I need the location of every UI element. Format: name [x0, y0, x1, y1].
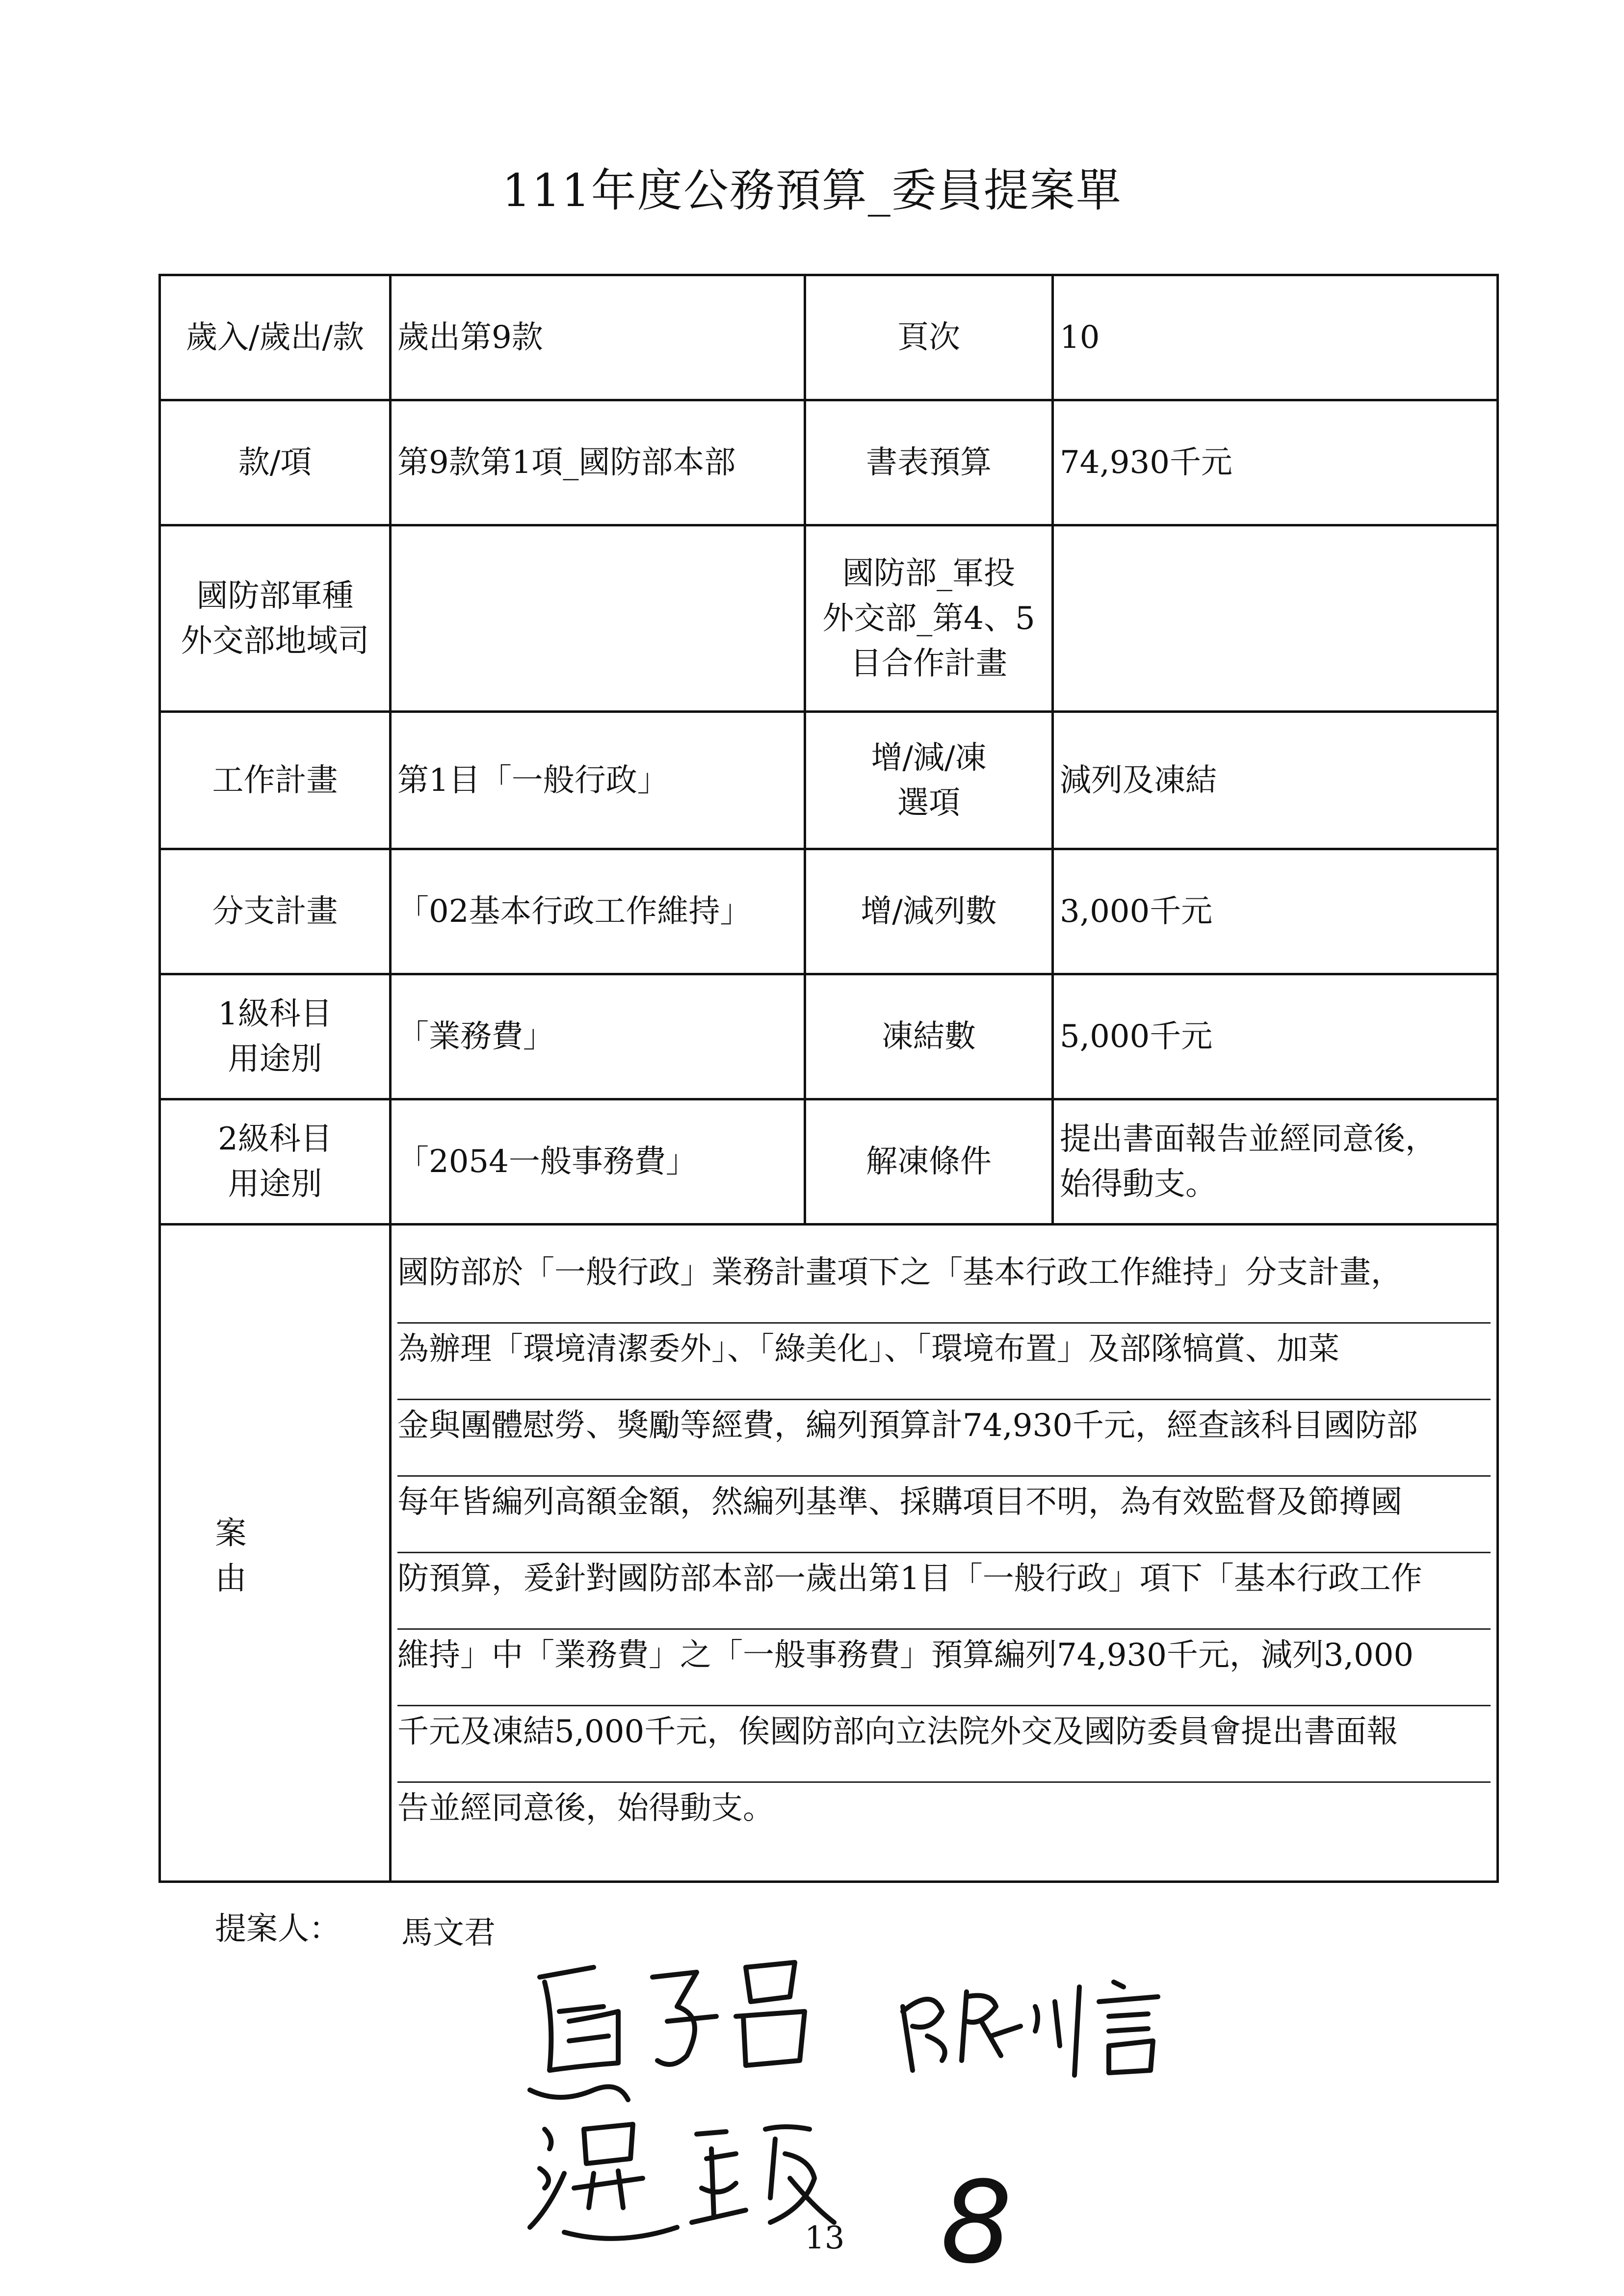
- value-level1-account: 「業務費」: [391, 974, 805, 1099]
- label-line: 目合作計畫: [850, 645, 1007, 682]
- table-row: [160, 1099, 1498, 1225]
- label-plan-code: [805, 525, 1053, 712]
- value-unfreeze-condition: [1053, 1099, 1498, 1225]
- value-work-plan: 第1目「一般行政」: [391, 712, 805, 849]
- reason-line: 金與團體慰勞、獎勵等經費，編列預算計74,930千元，經查該科目國防部: [397, 1400, 1491, 1477]
- signature-stroke: [1099, 1982, 1158, 2073]
- value-section-item: 第9款第1項_國防部本部: [391, 400, 805, 525]
- signature-stroke: [653, 1972, 716, 2064]
- label-level2-account: [160, 1099, 391, 1225]
- label-level1-account: [160, 974, 391, 1099]
- page-number: 13: [805, 2220, 845, 2256]
- reason-line: 每年皆編列高額金額，然編列基準、採購項目不明，為有效監督及節撙國: [397, 1477, 1491, 1553]
- label-branch-plan: 分支計畫: [160, 849, 391, 974]
- label-statement-budget: 書表預算: [805, 400, 1053, 525]
- signature-stroke: [962, 1992, 1021, 2061]
- signature-stroke: [736, 1962, 805, 2065]
- signature-stroke: [564, 2124, 677, 2239]
- value-branch-plan: 「02基本行政工作維持」: [391, 849, 805, 974]
- reason-line: 為辦理「環境清潔委外」、「綠美化」、「環境布置」及部隊犒賞、加菜: [397, 1324, 1491, 1400]
- handwritten-count-mark: 8: [940, 2158, 1013, 2267]
- label-line: 1級科目: [218, 996, 332, 1032]
- label-line: 國防部軍種: [196, 577, 354, 614]
- label-line: 外交部_第4、5: [822, 600, 1035, 637]
- label-line: 國防部_軍投: [842, 555, 1015, 592]
- reason-line: 防預算，爰針對國防部本部一歲出第1目「一般行政」項下「基本行政工作: [397, 1553, 1491, 1630]
- document-title: 111年度公務預算_委員提案單: [502, 164, 1122, 217]
- label-reduction-amount: 增/減列數: [805, 849, 1053, 974]
- table-row: [160, 525, 1498, 712]
- signature-stroke: [692, 2132, 746, 2222]
- value-department: [391, 525, 805, 712]
- signature-stroke: [903, 1999, 945, 2070]
- table-row: [160, 712, 1498, 849]
- proposal-form-table: [158, 274, 1499, 1883]
- label-line: 用途別: [228, 1166, 322, 1202]
- label-line: 2級科目: [218, 1121, 332, 1157]
- label-adjust-option: [805, 712, 1053, 849]
- signature-stroke: [530, 2087, 628, 2100]
- proposer-name: 馬文君: [401, 1915, 496, 1951]
- reason-line: 維持」中「業務費」之「一般事務費」預算編列74,930千元，減列3,000: [397, 1630, 1491, 1706]
- reason-text-block: [391, 1225, 1498, 1882]
- signature-stroke: [540, 1967, 618, 2070]
- label-frozen-amount: 凍結數: [805, 974, 1053, 1099]
- reason-label-text: 案由: [215, 1515, 335, 1597]
- value-plan-code: [1053, 525, 1498, 712]
- reason-line: 告並經同意後，始得動支。: [397, 1790, 774, 1826]
- value-adjust-option: 減列及凍結: [1053, 712, 1498, 849]
- label-work-plan: 工作計畫: [160, 712, 391, 849]
- proposer-label: 提案人：: [215, 1911, 341, 1947]
- value-statement-budget: 74,930千元: [1053, 400, 1498, 525]
- label-section-item: 款/項: [160, 400, 391, 525]
- label-line: 選項: [897, 784, 960, 821]
- value-line: 始得動支。: [1060, 1166, 1217, 1202]
- label-line: 外交部地域司: [181, 623, 369, 659]
- table-row: [160, 400, 1498, 525]
- value-page: 10: [1053, 275, 1498, 400]
- table-row: [160, 275, 1498, 400]
- value-budget-category: 歲出第9款: [391, 275, 805, 400]
- signature-stroke: [530, 2129, 564, 2227]
- value-reduction-amount: 3,000千元: [1053, 849, 1498, 974]
- reason-line: 國防部於「一般行政」業務計畫項下之「基本行政工作維持」分支計畫，: [397, 1247, 1491, 1324]
- signature-stroke: [1035, 1987, 1079, 2075]
- table-row: [160, 849, 1498, 974]
- label-reason: [160, 1225, 391, 1882]
- table-row: [160, 1225, 1498, 1882]
- signature-stroke: [765, 2127, 834, 2222]
- label-department: [160, 525, 391, 712]
- label-page: 頁次: [805, 275, 1053, 400]
- label-budget-category: 歲入/歲出/款: [160, 275, 391, 400]
- table-row: [160, 974, 1498, 1099]
- value-line: 提出書面報告並經同意後，: [1060, 1121, 1437, 1157]
- reason-line: 千元及凍結5,000千元，俟國防部向立法院外交及國防委員會提出書面報: [397, 1706, 1491, 1783]
- value-frozen-amount: 5,000千元: [1053, 974, 1498, 1099]
- label-line: 用途別: [228, 1041, 322, 1077]
- label-unfreeze-condition: 解凍條件: [805, 1099, 1053, 1225]
- label-line: 增/減/凍: [871, 739, 987, 776]
- handwritten-signatures: [471, 1943, 1281, 2267]
- value-level2-account: 「2054一般事務費」: [391, 1099, 805, 1225]
